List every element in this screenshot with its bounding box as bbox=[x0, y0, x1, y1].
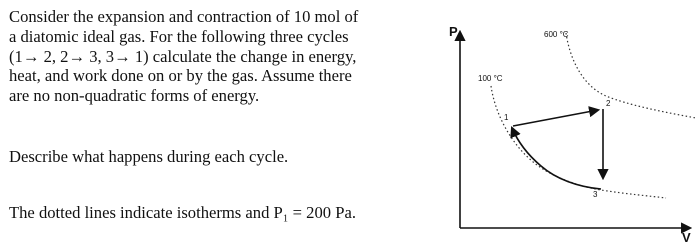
isotherm-600 bbox=[566, 33, 696, 118]
process-1-2 bbox=[513, 110, 598, 126]
x-axis-label: V bbox=[682, 230, 691, 243]
problem-text bbox=[9, 7, 434, 223]
isotherm-note: The dotted lines indicate isotherms and P₁ = 200 Pa. bbox=[9, 202, 356, 222]
y-axis-label: P bbox=[449, 24, 458, 39]
describe-instruction: Describe what happens during each cycle. bbox=[9, 146, 289, 166]
problem-line: Consider the expansion and contraction of 10 mol of bbox=[9, 7, 359, 26]
point-1-label: 1 bbox=[504, 113, 509, 122]
pv-diagram bbox=[438, 0, 700, 243]
isotherm-low-label: 100 °C bbox=[478, 74, 503, 83]
isotherm-100 bbox=[491, 86, 666, 198]
problem-statement bbox=[9, 7, 434, 106]
isotherm-high-label: 600 °C bbox=[544, 30, 569, 39]
problem-line: are no non-quadratic forms of energy. bbox=[9, 86, 260, 106]
process-3-1 bbox=[512, 128, 601, 189]
problem-line: a diatomic ideal gas. For the following three cycles bbox=[9, 26, 349, 46]
problem-line: (1→ 2, 2→ 3, 3→ 1) calculate the change in energy, bbox=[9, 46, 357, 66]
problem-line: heat, and work done on or by the gas. Assume there bbox=[9, 66, 352, 86]
point-2-label: 2 bbox=[606, 99, 611, 108]
point-3-label: 3 bbox=[593, 190, 598, 199]
